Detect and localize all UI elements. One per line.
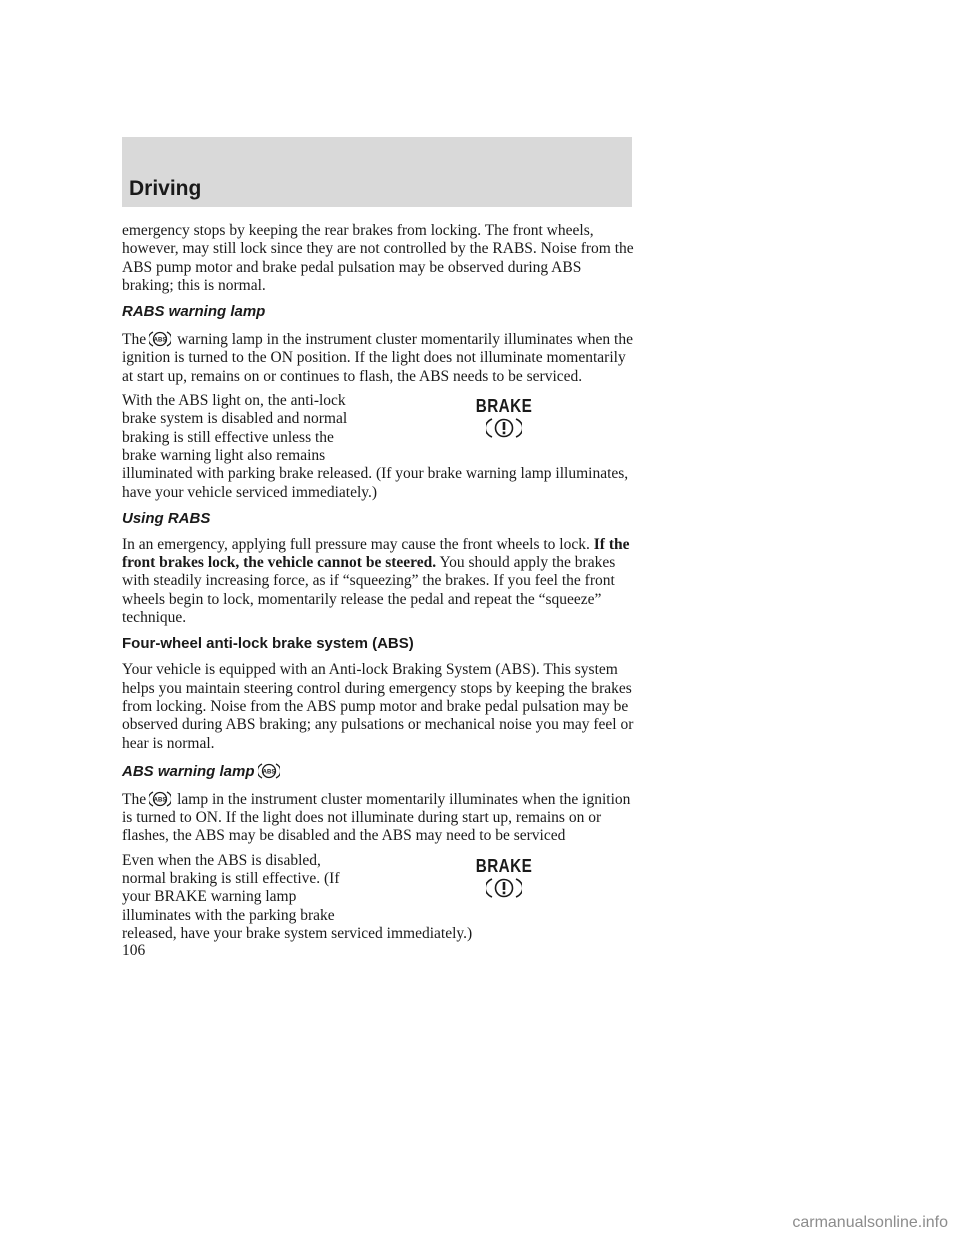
abs-lamp-post: lamp in the instrument cluster momentarily illuminates when the ignition is turned to ON. If the light does not illuminate during start up, remains on or flashes, the ABS may be disabled and the ABS may need to be serviced: [122, 790, 631, 845]
abs-icon-text: ABS: [262, 769, 275, 776]
brake-icon-label: BRAKE: [475, 855, 533, 876]
rabs-light-on-paragraph: [122, 392, 634, 502]
rabs-line-1: With the ABS light on, the anti-lock: [122, 392, 346, 410]
abs-warning-icon: [149, 789, 171, 809]
using-rabs-paragraph: [122, 536, 634, 627]
rabs-lamp-post: warning lamp in the instrument cluster momentarily illuminates when the ignition is turned to the ON position. If the light does not illuminate momentarily at start up, remains on or continues to flash, the ABS needs to be serviced.: [122, 331, 633, 385]
abs-disabled-line-4: illuminates with the parking brake: [122, 906, 335, 924]
rabs-lamp-heading: RABS warning lamp: [122, 303, 266, 321]
abs-lamp-heading-row: [122, 761, 634, 781]
abs-lamp-pre: The: [122, 790, 147, 808]
abs-disabled-rest: released, have your brake system serviced immediately.): [122, 924, 473, 942]
abs-brake-block: [122, 852, 634, 943]
brake-exclamation-icon: [486, 876, 522, 900]
using-rabs-heading: Using RABS: [122, 509, 211, 527]
using-rabs-post: You should apply the brakes with steadily increasing force, as if “squeezing” the brakes. If you feel the front wheels begin to lock, momentarily release the pedal and repeat the “squeeze” technique.: [122, 554, 616, 627]
rabs-brake-block: [122, 392, 634, 502]
brake-icon-label: BRAKE: [475, 396, 533, 417]
rabs-lamp-pre: The: [122, 331, 147, 349]
abs-lamp-heading: ABS warning lamp: [122, 762, 255, 780]
rabs-light-on-rest: illuminated with parking brake released. (If your brake warning lamp illuminates, have your vehicle serviced immediately.): [122, 465, 629, 501]
abs-disabled-line-3: your BRAKE warning lamp: [122, 888, 297, 906]
abs-icon-text: ABS: [153, 797, 167, 804]
watermark: carmanualsonline.info: [792, 1214, 948, 1231]
brake-warning-icon: [464, 856, 544, 904]
abs-lamp-paragraph: [122, 789, 634, 846]
using-rabs-pre: In an emergency, applying full pressure may cause the front wheels to lock.: [122, 535, 590, 553]
rabs-lamp-paragraph: [122, 329, 634, 386]
abs-disabled-paragraph: [122, 852, 634, 943]
abs-warning-icon: [149, 329, 171, 349]
rabs-line-2: brake system is disabled and normal: [122, 410, 348, 428]
abs-heading-icon: [258, 761, 280, 781]
abs-disabled-line-1: Even when the ABS is disabled,: [122, 851, 321, 869]
using-rabs-bold: If the front brakes lock, the vehicle cannot be steered.: [122, 535, 630, 572]
four-wheel-abs-paragraph: Your vehicle is equipped with an Anti-lock Braking System (ABS). This system helps you maintain steering control during emergency stops by keeping the brakes from locking. Noise from the ABS pump motor and brake pedal pulsation may be observed during ABS braking; any pulsations or mechanical noise you may feel or hear is normal.: [122, 661, 634, 752]
rabs-line-3: braking is still effective unless the: [122, 428, 334, 446]
four-wheel-abs-heading: Four-wheel anti-lock brake system (ABS): [122, 635, 414, 653]
section-title: Driving: [129, 177, 202, 200]
page-number: 106: [122, 942, 146, 959]
page-content: [122, 222, 634, 943]
abs-icon-text: ABS: [153, 337, 167, 344]
abs-disabled-line-2: normal braking is still effective. (If: [122, 870, 340, 888]
brake-exclamation-icon: [486, 416, 522, 440]
brake-warning-icon: [464, 396, 544, 444]
intro-paragraph: emergency stops by keeping the rear brakes from locking. The front wheels, however, may still lock since they are not controlled by the RABS. Noise from the ABS pump motor and brake pedal pulsation may be observed during ABS braking; this is normal.: [122, 222, 634, 294]
rabs-line-4: brake warning light also remains: [122, 446, 326, 464]
